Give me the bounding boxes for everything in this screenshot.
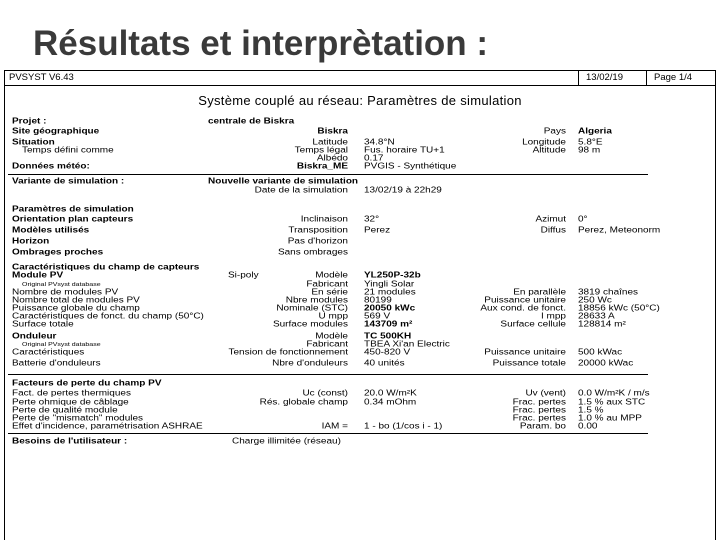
meteo-label: Données météo: — [12, 162, 90, 171]
module-label: Module PV — [12, 271, 64, 280]
slide-title: Résultats et interprètation : — [33, 24, 489, 63]
diffuse-value: Perez, Meteonorm — [578, 226, 661, 235]
ohmic-label: Perte ohmique de câblage — [12, 398, 129, 407]
umpp-label: U mpp — [318, 312, 348, 321]
losses-heading: Facteurs de perte du champ PV — [12, 379, 162, 388]
frac-loss-label-1: Frac. pertes — [512, 398, 566, 407]
sim-params-heading: Paramètres de simulation — [12, 205, 134, 214]
module-maker-label: Fabricant — [306, 280, 348, 289]
page-number: Page 1/4 — [654, 72, 693, 83]
module-model-value: YL250P-32b — [364, 271, 421, 280]
series-label: En série — [311, 288, 348, 297]
impp-value: 28633 A — [578, 312, 615, 321]
iam-eq-label: IAM = — [321, 422, 348, 431]
surface-cell-value: 128814 m² — [578, 320, 626, 329]
inverter-maker-value: TBEA Xi'an Electric — [364, 340, 450, 349]
longitude-label: Longitude — [522, 138, 566, 147]
legal-time-label: Temps légal — [294, 146, 348, 155]
op-char-label: Caractéristiques de fonct. du champ (50°C) — [12, 312, 204, 321]
resistance-value: 0.34 mOhm — [364, 398, 417, 407]
uc-value: 20.0 W/m²K — [364, 389, 417, 398]
software-version: PVSYST V6.43 — [9, 72, 74, 83]
user-needs-value: Charge illimitée (réseau) — [232, 437, 341, 446]
horizon-label: Horizon — [12, 237, 50, 246]
sim-date-label: Date de la simulation — [254, 186, 348, 195]
voltage-label: Tension de fonctionnement — [228, 348, 348, 357]
opcond-label: Aux cond. de fonct. — [480, 304, 566, 313]
quality-label: Perte de qualité module — [12, 406, 118, 415]
country-value: Algeria — [578, 127, 612, 136]
frac-loss-label-2: Frac. pertes — [512, 406, 566, 415]
resistance-label: Rés. globale champ — [259, 398, 348, 407]
header-bottom-rule — [4, 85, 716, 86]
inverter-model-label: Modèle — [315, 332, 348, 341]
inclination-label: Inclinaison — [300, 215, 348, 224]
surface-cell-label: Surface cellule — [500, 320, 566, 329]
meteo-source: PVGIS - Synthétique — [364, 162, 457, 171]
inverter-bank-label: Batterie d'onduleurs — [12, 359, 101, 368]
user-needs-label: Besoins de l'utilisateur : — [12, 437, 128, 446]
page-right-border — [715, 86, 716, 540]
horizon-value: Pas d'horizon — [287, 237, 348, 246]
inclination-value: 32° — [364, 215, 380, 224]
inverter-total-power-value: 20000 kWac — [578, 359, 634, 368]
iam-eq-value: 1 - bo (1/cos i - 1) — [364, 422, 443, 431]
site-value: Biskra — [317, 127, 348, 136]
iam-label: Effet d'incidence, paramétrisation ASHRAE — [12, 422, 203, 431]
albedo-value: 0.17 — [364, 154, 384, 163]
latitude-value: 34.8°N — [364, 138, 395, 147]
frac-loss-value-1: 1.5 % aux STC — [578, 398, 646, 407]
report-title: Système couplé au réseau: Paramètres de simulation — [198, 93, 522, 108]
ntotal-label: Nombre total de modules PV — [12, 296, 140, 305]
series-value: 21 modules — [364, 288, 416, 297]
site-label: Site géographique — [12, 127, 100, 136]
inverter-total-power-label: Puissance totale — [492, 359, 566, 368]
albedo-label: Albédo — [316, 154, 348, 163]
azimuth-label: Azimut — [535, 215, 566, 224]
altitude-label: Altitude — [532, 146, 566, 155]
sim-date-value: 13/02/19 à 22h29 — [364, 186, 442, 195]
section-rule-2 — [8, 374, 648, 375]
module-maker-value: Yingli Solar — [364, 280, 415, 289]
shading-value: Sans ombrages — [277, 248, 348, 257]
array-heading: Caractéristiques du champ de capteurs — [12, 263, 200, 272]
bo-value: 0.00 — [578, 422, 598, 431]
country-label: Pays — [543, 127, 566, 136]
transposition-label: Transposition — [288, 226, 348, 235]
opcond-value: 18856 kWc (50°C) — [578, 304, 660, 313]
mismatch-label: Perte de "mismatch" modules — [12, 414, 144, 423]
impp-label: I mpp — [540, 312, 566, 321]
inverter-maker-label: Fabricant — [306, 340, 348, 349]
situation-label: Situation — [12, 138, 55, 147]
uv-label: Uv (vent) — [525, 389, 566, 398]
project-value: centrale de Biskra — [208, 117, 295, 126]
inverter-count-label: Nbre d'onduleurs — [272, 359, 348, 368]
inverter-char-label: Caractéristiques — [12, 348, 85, 357]
report-date: 13/02/19 — [586, 72, 623, 83]
nominal-value: 20050 kWc — [364, 304, 416, 313]
surface-label: Surface totale — [12, 320, 74, 329]
inverter-count-value: 40 unités — [364, 359, 405, 368]
nominal-label: Nominale (STC) — [276, 304, 348, 313]
nmod-label: Nombre de modules PV — [12, 288, 119, 297]
latitude-label: Latitude — [312, 138, 348, 147]
inverter-unit-power-label: Puissance unitaire — [484, 348, 566, 357]
surface-modules-label: Surface modules — [272, 320, 348, 329]
parallel-value: 3819 chaînes — [578, 288, 639, 297]
header-sep-2 — [646, 70, 647, 86]
uv-value: 0.0 W/m²K / m/s — [578, 389, 650, 398]
voltage-value: 450-820 V — [364, 348, 411, 357]
frac-loss-value-2: 1.5 % — [578, 406, 604, 415]
header-right-rule — [715, 70, 716, 86]
nmod-short-label: Nbre modules — [285, 296, 348, 305]
variant-value: Nouvelle variante de simulation — [208, 177, 359, 186]
module-model-label: Modèle — [315, 271, 348, 280]
section-rule — [8, 174, 648, 175]
longitude-value: 5.8°E — [578, 138, 603, 147]
azimuth-value: 0° — [578, 215, 588, 224]
project-label: Projet : — [12, 117, 47, 126]
inverter-unit-power-value: 500 kWac — [578, 348, 623, 357]
pvsyst-report-page — [0, 70, 720, 540]
parallel-label: En parallèle — [513, 288, 566, 297]
time-definition-label: Temps défini comme — [22, 146, 114, 155]
header-sep-1 — [578, 70, 579, 86]
meteo-site: Biskra_ME — [296, 162, 348, 171]
uc-label: Uc (const) — [302, 389, 348, 398]
module-technology: Si-poly — [228, 271, 259, 280]
nmod-value: 80199 — [364, 296, 392, 305]
page-left-border — [4, 86, 5, 540]
header-left-rule — [4, 70, 5, 86]
unit-power-label: Puissance unitaire — [484, 296, 566, 305]
global-power-label: Puissance globale du champ — [12, 304, 140, 313]
models-label: Modèles utilisés — [12, 226, 90, 235]
inverter-model-value: TC 500KH — [364, 332, 412, 341]
thermal-label: Fact. de pertes thermiques — [12, 389, 131, 398]
bo-label: Param. bo — [519, 422, 566, 431]
frac-loss-value-3: 1.0 % au MPP — [578, 414, 642, 423]
shading-label: Ombrages proches — [12, 248, 104, 257]
altitude-value: 98 m — [578, 146, 601, 155]
unit-power-value: 250 Wc — [578, 296, 612, 305]
header-top-rule — [4, 70, 716, 71]
section-rule-3 — [8, 433, 648, 434]
umpp-value: 569 V — [364, 312, 391, 321]
orientation-label: Orientation plan capteurs — [12, 215, 134, 224]
surface-modules-value: 143709 m² — [364, 320, 413, 329]
frac-loss-label-3: Frac. pertes — [512, 414, 566, 423]
diffuse-label: Diffus — [540, 226, 566, 235]
variant-label: Variante de simulation : — [12, 177, 125, 186]
inverter-label: Onduleur — [12, 332, 57, 341]
inverter-db-note: Original PVsyst database — [22, 342, 101, 348]
module-db-note: Original PVsyst database — [22, 282, 101, 288]
legal-time-value: Fus. horaire TU+1 — [364, 146, 445, 155]
transposition-value: Perez — [364, 226, 391, 235]
